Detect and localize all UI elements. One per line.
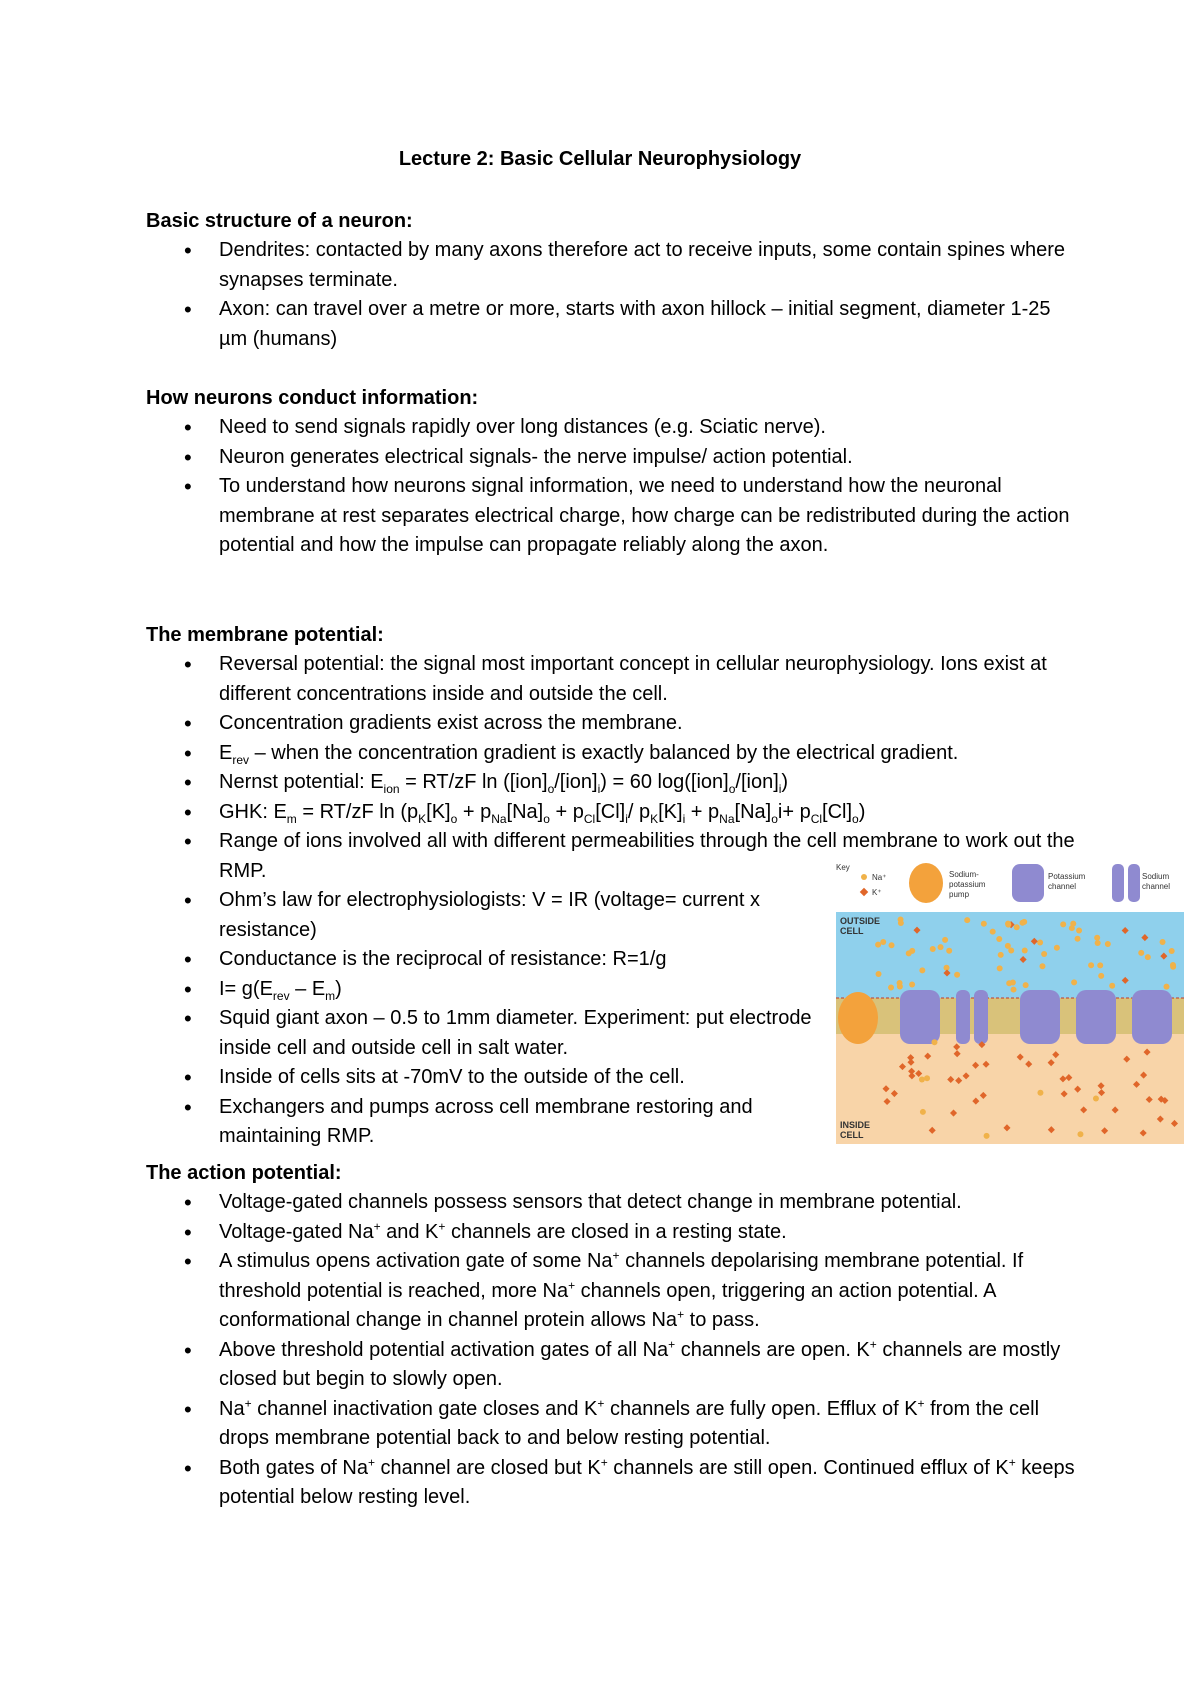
na-ion: [944, 965, 950, 971]
na-ion: [919, 1076, 925, 1082]
na-ion: [1005, 921, 1011, 927]
na-ion: [1022, 947, 1028, 953]
na-ion: [954, 972, 960, 978]
potassium-channel-key-icon: [1012, 864, 1044, 902]
potassium-channel: [1076, 990, 1116, 1044]
na-ion: [990, 929, 996, 935]
list-item: • A stimulus opens activation gate of some Na+ channels depolarising membrane potential. If threshold potential is reached, more Na+ channels open, triggering an action potential. A conformational change in channel protein allows Na+ to pass.: [146, 1247, 1076, 1336]
list-item: • Ohm’s law for electrophysiologists: V = IR (voltage= current x resistance): [146, 886, 839, 945]
na-ion: [919, 967, 925, 973]
na-ion: [1054, 945, 1060, 951]
sodium-channel-key-icon-left: [1112, 864, 1124, 902]
list-item: • Inside of cells sits at -70mV to the outside of the cell.: [146, 1063, 839, 1093]
pump-key-icon: [909, 863, 943, 903]
section-heading-structure: Basic structure of a neuron:: [146, 210, 413, 232]
section-heading-action: The action potential:: [146, 1162, 342, 1184]
list-item: • Neuron generates electrical signals- the nerve impulse/ action potential.: [146, 443, 1076, 473]
diagram-k-channel-label-1: Potassium: [1048, 872, 1086, 881]
na-ion: [889, 942, 895, 948]
diagram-k-label: K⁺: [872, 888, 882, 897]
na-ion: [876, 971, 882, 977]
list-item: • Conductance is the reciprocal of resistance: R=1/g: [146, 945, 839, 975]
list-item: • Nernst potential: $E_{ion} = RT/zF$ $\ln ([ion]_o/[ion]_i) = 60$ $\log([ion]_o/[ion]_i)$: [146, 768, 1076, 798]
list-action: [146, 1188, 1076, 1513]
na-ion: [1076, 927, 1082, 933]
na-ion: [1145, 954, 1151, 960]
sodium-channel-key-icon-right: [1128, 864, 1140, 902]
list-item: • Voltage-gated Na+ and K+ channels are closed in a resting state.: [146, 1218, 1076, 1248]
na-ion: [1088, 962, 1094, 968]
cell-membrane: [836, 998, 1184, 1034]
list-membrane-bottom: [146, 886, 846, 1152]
na-ion: [1023, 982, 1029, 988]
inside-cell-label-1: INSIDE: [840, 1120, 871, 1130]
na-ion: [984, 1133, 990, 1139]
diagram-key-label: Key: [836, 863, 850, 872]
na-ion: [1037, 1090, 1043, 1096]
diagram-na-channel-label-1: Sodium: [1142, 872, 1170, 881]
na-ion: [1170, 964, 1176, 970]
list-item: • Reversal potential: the signal most important concept in cellular neurophysiology. Ions exist at different concentrations inside and outside the cell.: [146, 650, 1076, 709]
potassium-channel: [1132, 990, 1172, 1044]
potassium-channel: [1020, 990, 1060, 1044]
na-ion: [1093, 1095, 1099, 1101]
potassium-channel: [900, 990, 940, 1044]
na-ion: [946, 948, 952, 954]
na-ion: [909, 982, 915, 988]
na-ion-key-icon: [861, 874, 867, 880]
na-ion: [1095, 940, 1101, 946]
list-item: • $I= g(E_{rev} - E_m)$: [146, 975, 839, 1005]
na-ion: [875, 942, 881, 948]
na-ion: [981, 921, 987, 927]
na-ion: [964, 917, 970, 923]
list-item: • Voltage-gated channels possess sensors that detect change in membrane potential.: [146, 1188, 1076, 1218]
list-item: • Dendrites: contacted by many axons therefore act to receive inputs, some contain spines where synapses terminate.: [146, 236, 1076, 295]
na-ion: [1011, 987, 1017, 993]
na-ion: [1138, 950, 1144, 956]
diagram-pump-label-1: Sodium-: [949, 870, 979, 879]
na-ion: [924, 1075, 930, 1081]
na-ion: [1098, 973, 1104, 979]
section-heading-conduct: How neurons conduct information:: [146, 387, 479, 409]
na-ion: [996, 936, 1002, 942]
outside-cell-label-1: OUTSIDE: [840, 916, 881, 926]
na-ion: [942, 937, 948, 943]
na-ion: [1019, 920, 1025, 926]
na-ion: [1041, 951, 1047, 957]
na-k-pump: [838, 992, 878, 1044]
na-ion: [1094, 935, 1100, 941]
diagram-na-label: Na⁺: [872, 873, 887, 882]
na-ion: [1077, 1131, 1083, 1137]
na-ion: [998, 952, 1004, 958]
na-ion: [888, 984, 894, 990]
list-item: • Above threshold potential activation gates of all Na+ channels are open. K+ channels are mostly closed but begin to slowly open.: [146, 1336, 1076, 1395]
list-item: • Axon: can travel over a metre or more, starts with axon hillock – initial segment, diameter 1-25 µm (humans): [146, 295, 1076, 354]
na-ion: [880, 939, 886, 945]
na-ion: [1006, 980, 1012, 986]
diagram-k-channel-label-2: channel: [1048, 882, 1077, 891]
ion-channel-diagram: [836, 862, 1184, 1144]
na-ion: [931, 1039, 937, 1045]
list-item: • To understand how neurons signal information, we need to understand how the neuronal membrane at rest separates electrical charge, how charge can be redistributed during the action potential and how the impulse can propagate reliably along the axon.: [146, 472, 1076, 561]
section-heading-membrane: The membrane potential:: [146, 624, 384, 646]
na-ion: [1160, 939, 1166, 945]
list-structure: [146, 236, 1076, 354]
page-title: Lecture 2: Basic Cellular Neurophysiology: [398, 148, 802, 170]
list-item: • Range of ions involved all with different permeabilities through the cell membrane to work out the RMP.: [146, 827, 1076, 886]
na-ion: [1071, 979, 1077, 985]
na-ion: [906, 950, 912, 956]
na-ion: [997, 965, 1003, 971]
na-ion: [1105, 941, 1111, 947]
na-ion: [1060, 921, 1066, 927]
list-item: • $E_{rev}$ – when the concentration gradient is exactly balanced by the electrical gradient.: [146, 739, 1076, 769]
inside-cell-label-2: CELL: [840, 1130, 864, 1140]
na-ion: [1075, 936, 1081, 942]
list-membrane-top: [146, 650, 1076, 886]
na-ion: [920, 1109, 926, 1115]
na-ion: [1169, 948, 1175, 954]
na-ion: [930, 946, 936, 952]
list-item: • Need to send signals rapidly over long distances (e.g. Sciatic nerve).: [146, 413, 1076, 443]
sodium-channel-left: [956, 990, 970, 1044]
outside-cell-label-2: CELL: [840, 926, 864, 936]
list-item: • Squid giant axon – 0.5 to 1mm diameter. Experiment: put electrode inside cell and outside cell in salt water.: [146, 1004, 839, 1063]
sodium-channel-right: [974, 990, 988, 1044]
list-item: • Both gates of Na+ channel are closed but K+ channels are still open. Continued efflux of K+ keeps potential below resting level.: [146, 1454, 1076, 1513]
diagram-na-channel-label-2: channel: [1142, 882, 1171, 891]
na-ion: [897, 984, 903, 990]
na-ion: [1109, 983, 1115, 989]
na-ion: [898, 920, 904, 926]
diagram-pump-label-3: pump: [949, 890, 970, 899]
na-ion: [1097, 962, 1103, 968]
na-ion: [1037, 939, 1043, 945]
na-ion: [1164, 984, 1170, 990]
na-ion: [938, 944, 944, 950]
na-ion: [1014, 924, 1020, 930]
list-item: • Na+ channel inactivation gate closes and K+ channels are fully open. Efflux of K+ from the cell drops membrane potential back to and below resting potential.: [146, 1395, 1076, 1454]
list-item: • Concentration gradients exist across the membrane.: [146, 709, 1076, 739]
na-ion: [1039, 963, 1045, 969]
list-item: • GHK: $E_m = RT/zF$ $\ln (p_K[K]_o + p_{Na}[Na]_o + p_{Cl}[Cl]_i/$ $p_K[K]_i + p_{Na}[Na]_oi+ p_{Cl}[Cl]_o$): [146, 798, 1076, 828]
na-ion: [1005, 943, 1011, 949]
na-ion: [1069, 925, 1075, 931]
list-item: • Exchangers and pumps across cell membrane restoring and maintaining RMP.: [146, 1093, 839, 1152]
diagram-pump-label-2: potassium: [949, 880, 986, 889]
list-conduct: [146, 413, 1076, 561]
